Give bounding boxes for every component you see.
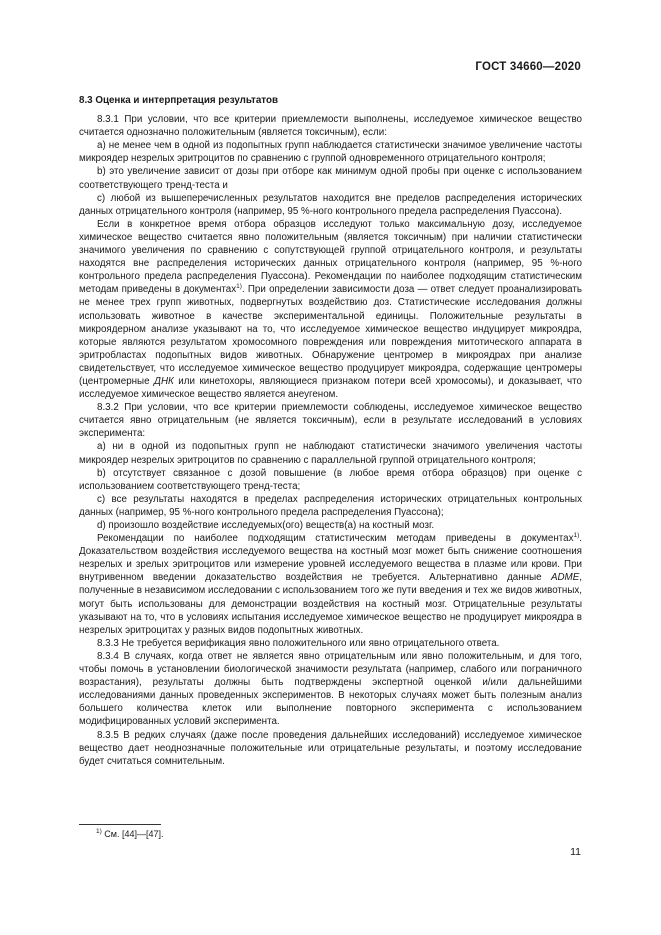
paragraph-recommendations — [79, 532, 582, 637]
text-run: Рекомендации по наиболее подходящим статистическим методам приведены в документах — [97, 533, 574, 545]
text-run: или кинетохоры, являющиеся признаком потери всей хромосомы), и доказывает, что исследуемое химическое вещество является анеугеном. — [79, 375, 582, 401]
paragraph-832-c: с) все результаты находятся в пределах распределения исторических отрицательных контрольных данных (например, 95 %-ного контрольного предела распределения Пуассона); — [79, 493, 582, 518]
paragraph-max-dose — [79, 218, 582, 401]
paragraph-832-b: b) отсутствует связанное с дозой повышение (в любое время отбора образцов) при оценке с использованием соответствующего тренд-теста; — [79, 467, 582, 492]
paragraph-832-intro: 8.3.2 При условии, что все критерии приемлемости соблюдены, исследуемое химическое вещество считается явно отрицательным (не является токсичным), если в результате исследований в условиях эксперимента: — [79, 402, 582, 440]
section-heading: 8.3 Оценка и интерпретация результатов — [79, 95, 278, 106]
text-run: . Доказательством воздействия исследуемого вещества на костный мозг может быть снижение соотношения незрелых и зрелых эритроцитов или измерение уровней исследуемого вещества в плазме или крови. При внутривенном введении доказательство воздействия не требуется. Альтернативно данные — [79, 533, 582, 584]
paragraph-832-a: а) ни в одной из подопытных групп не наблюдают статистически значимого увеличения частоты микроядер незрелых эритроцитов по сравнению с параллельной группой отрицательного контроля; — [79, 441, 582, 466]
italic-term: ADME — [550, 572, 580, 584]
paragraph-833: 8.3.3 Не требуется верификация явно положительного или явно отрицательного ответа. — [97, 637, 500, 649]
footnote-ref: 1) — [236, 283, 242, 291]
page-number: 11 — [570, 846, 581, 858]
footnote — [96, 829, 164, 839]
document-body — [79, 94, 582, 768]
paragraph-832-d: d) произошло воздействие исследуемых(ого) веществ(а) на костный мозг. — [97, 520, 435, 531]
paragraph-831-b: b) это увеличение зависит от дозы при отборе как минимум одной пробы при оценке с использованием соответствующего тренд-теста и — [79, 166, 582, 191]
paragraph-831-intro: 8.3.1 При условии, что все критерии приемлемости выполнены, исследуемое химическое вещество считается однозначно положительным (является токсичным), если: — [79, 114, 582, 139]
text-run: . При определении зависимости доза — ответ следует проанализировать не менее трех групп животных, подвергнутых воздействию доз. Статистические исследования должны использовать животное в качестве экспериментальной единицы. Положительные результаты в микроядерном анализе указывают на то, что исследуемое химическое вещество индуцирует микроядра, которые являются результатом хромосомного повреждения или повреждения митотического аппарата в эритробластах подопытных видов животных. Обнаружение центромер в микроядрах при анализе свидетельствует, что исследуемое химическое вещество продуцирует микроядра, содержащие центромеры (центромерные — [79, 284, 583, 387]
footnote-divider — [79, 824, 161, 825]
text-run: Если в конкретное время отбора образцов исследуют только максимальную дозу, исследуемое химическое вещество считается явно положительным (является токсичным) при наличии статистически значимого увеличения по сравнению с сопутствующей группой отрицательного контроля, и результаты находятся вне распределения исторических данных отрицательного контроля (например, 95 %-ного контрольного предела распределения Пуассона). Рекомендации по наиболее подходящим статистическим методам приведены в документах — [79, 218, 582, 296]
footnote-marker: 1) — [96, 828, 102, 835]
paragraph-831-c: с) любой из вышеперечисленных результатов находится вне пределов распределения исторических данных отрицательного контроля (например, 95 %-ного контрольного предела распределения Пуассона). — [79, 192, 582, 217]
text-run: , полученные в независимом исследовании с использованием того же пути введения и тех же видов животных, могут быть использованы для демонстрации воздействия на костный мозг. Отрицательные результаты указывают на то, что в условиях испытания исследуемое химическое вещество не продуцирует микроядра в незрелых эритроцитах у разных видов подопытных животных. — [79, 572, 582, 636]
paragraph-835: 8.3.5 В редких случаях (даже после проведения дальнейших исследований) исследуемое химическое вещество дает неоднозначные положительные или отрицательные результаты, и поэтому исследование будет считаться сомнительным. — [79, 729, 582, 767]
italic-term: ДНК — [154, 375, 174, 387]
paragraph-831-a: а) не менее чем в одной из подопытных групп наблюдается статистически значимое увеличение частоты микроядер незрелых эритроцитов по сравнению с группой одновременного отрицательного контроля; — [79, 140, 582, 165]
footnote-text: См. [44]—[47]. — [104, 829, 164, 839]
paragraph-834: 8.3.4 В случаях, когда ответ не является явно отрицательным или явно положительным, и для того, чтобы помочь в установлении биологической значимости результата (например, слабого или пограничного возрастания), результаты должны быть подтверждены экспертной оценкой и/или дальнейшими исследованиями данных проведенных экспериментов. В некоторых случаях может быть полезным анализ большего количества клеток или выполнение повторного эксперимента с использованием модифицированных условий эксперимента. — [79, 650, 582, 728]
document-code: ГОСТ 34660—2020 — [475, 61, 581, 73]
footnote-ref: 1) — [573, 532, 580, 540]
